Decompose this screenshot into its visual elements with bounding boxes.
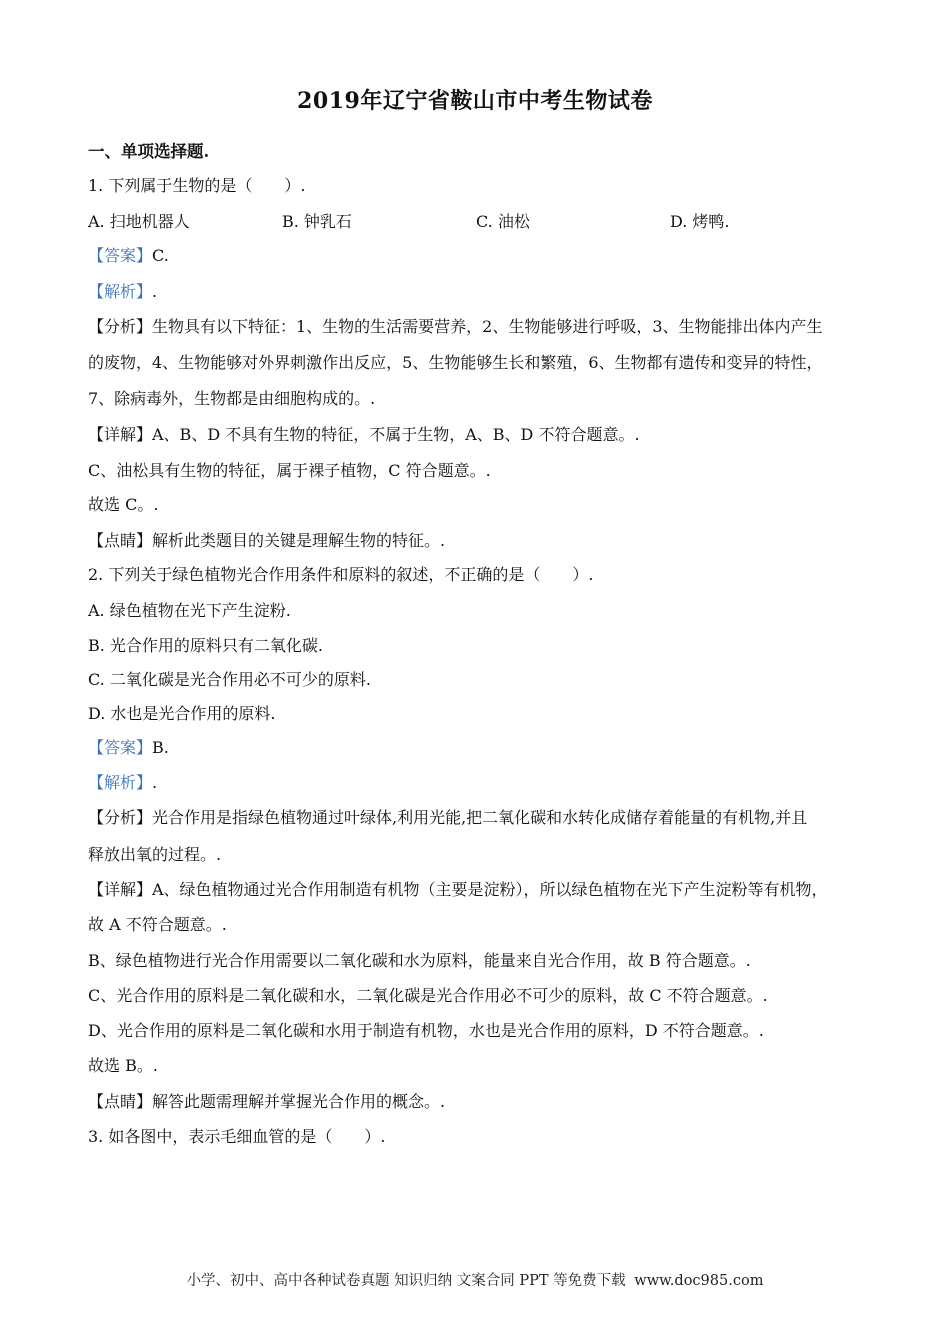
q2-detail-line: 故 A 不符合题意。. xyxy=(88,915,227,934)
q2-option-c: C. 二氧化碳是光合作用必不可少的原料. xyxy=(88,670,371,689)
q2-answer-tag: 【答案】 xyxy=(88,738,153,757)
q2-answer-value: B. xyxy=(152,738,169,757)
q1-option-b: B. 钟乳石 xyxy=(282,212,352,231)
q1-detail-line: C、油松具有生物的特征，属于裸子植物，C 符合题意。. xyxy=(88,461,491,480)
q2-option-b: B. 光合作用的原料只有二氧化碳. xyxy=(88,636,324,655)
q2-answer xyxy=(88,737,878,759)
q1-tip: 【点睛】解析此类题目的关键是理解生物的特征。. xyxy=(88,531,446,550)
q1-detail-line: 【详解】A、B、D 不具有生物的特征，不属于生物，A、B、D 不符合题意。. xyxy=(88,425,640,444)
q2-detail-line: 【详解】A、绿色植物通过光合作用制造有机物（主要是淀粉），所以绿色植物在光下产生淀粉等有机物， xyxy=(88,880,828,899)
page-footer xyxy=(0,1269,950,1290)
q2-detail-line: B、绿色植物进行光合作用需要以二氧化碳和水为原料，能量来自光合作用，故 B 符合题意。. xyxy=(88,951,751,970)
q1-options xyxy=(88,211,878,233)
q2-tip: 【点睛】解答此题需理解并掌握光合作用的概念。. xyxy=(88,1092,446,1111)
q2-analysis-tag: 【解析】 xyxy=(88,773,153,792)
q2-detail-line: D、光合作用的原料是二氧化碳和水用于制造有机物，水也是光合作用的原料，D 不符合题意。. xyxy=(88,1021,764,1040)
section-heading: 一、单项选择题. xyxy=(88,142,210,161)
q1-answer xyxy=(88,245,878,267)
q1-detail-line: 故选 C。. xyxy=(88,495,159,514)
q2-option-a: A. 绿色植物在光下产生淀粉. xyxy=(88,601,291,620)
q1-answer-value: C. xyxy=(152,246,169,265)
footer-text: 小学、初中、高中各种试卷真题 知识归纳 文案合同 PPT 等免费下载 xyxy=(186,1273,626,1289)
q1-fenxi-line: 7、除病毒外，生物都是由细胞构成的。. xyxy=(88,389,376,408)
page-title: 2019年辽宁省鞍山市中考生物试卷 xyxy=(297,88,653,114)
q1-fenxi-line: 【分析】生物具有以下特征：1、生物的生活需要营养，2、生物能够进行呼吸，3、生物能排出体内产生 xyxy=(88,317,823,336)
q1-analysis xyxy=(88,281,878,303)
q2-detail-line: 故选 B。. xyxy=(88,1056,158,1075)
q1-option-c: C. 油松 xyxy=(476,212,530,231)
q1-answer-tag: 【答案】 xyxy=(88,246,153,265)
q1-stem: 1. 下列属于生物的是（ ）. xyxy=(88,176,306,195)
q2-detail-line: C、光合作用的原料是二氧化碳和水，二氧化碳是光合作用必不可少的原料，故 C 不符合题意。. xyxy=(88,986,768,1005)
q1-option-a: A. 扫地机器人 xyxy=(88,212,190,231)
footer-url[interactable]: www.doc985.com xyxy=(634,1273,764,1289)
q2-analysis xyxy=(88,772,878,794)
q1-analysis-rest: . xyxy=(152,282,158,301)
q1-option-d: D. 烤鸭. xyxy=(670,212,730,231)
q3-stem: 3. 如各图中，表示毛细血管的是（ ）. xyxy=(88,1127,386,1146)
q2-analysis-rest: . xyxy=(152,773,158,792)
q1-fenxi-line: 的废物，4、生物能够对外界刺激作出反应，5、生物能够生长和繁殖，6、生物都有遗传和变异的特性， xyxy=(88,353,823,372)
q2-option-d: D. 水也是光合作用的原料. xyxy=(88,704,276,723)
q2-stem: 2. 下列关于绿色植物光合作用条件和原料的叙述，不正确的是（ ）. xyxy=(88,565,594,584)
q2-fenxi-line: 【分析】光合作用是指绿色植物通过叶绿体,利用光能,把二氧化碳和水转化成储存着能量的有机物,并且 xyxy=(88,808,808,827)
q2-fenxi-line: 释放出氧的过程。. xyxy=(88,845,222,864)
q1-analysis-tag: 【解析】 xyxy=(88,282,153,301)
